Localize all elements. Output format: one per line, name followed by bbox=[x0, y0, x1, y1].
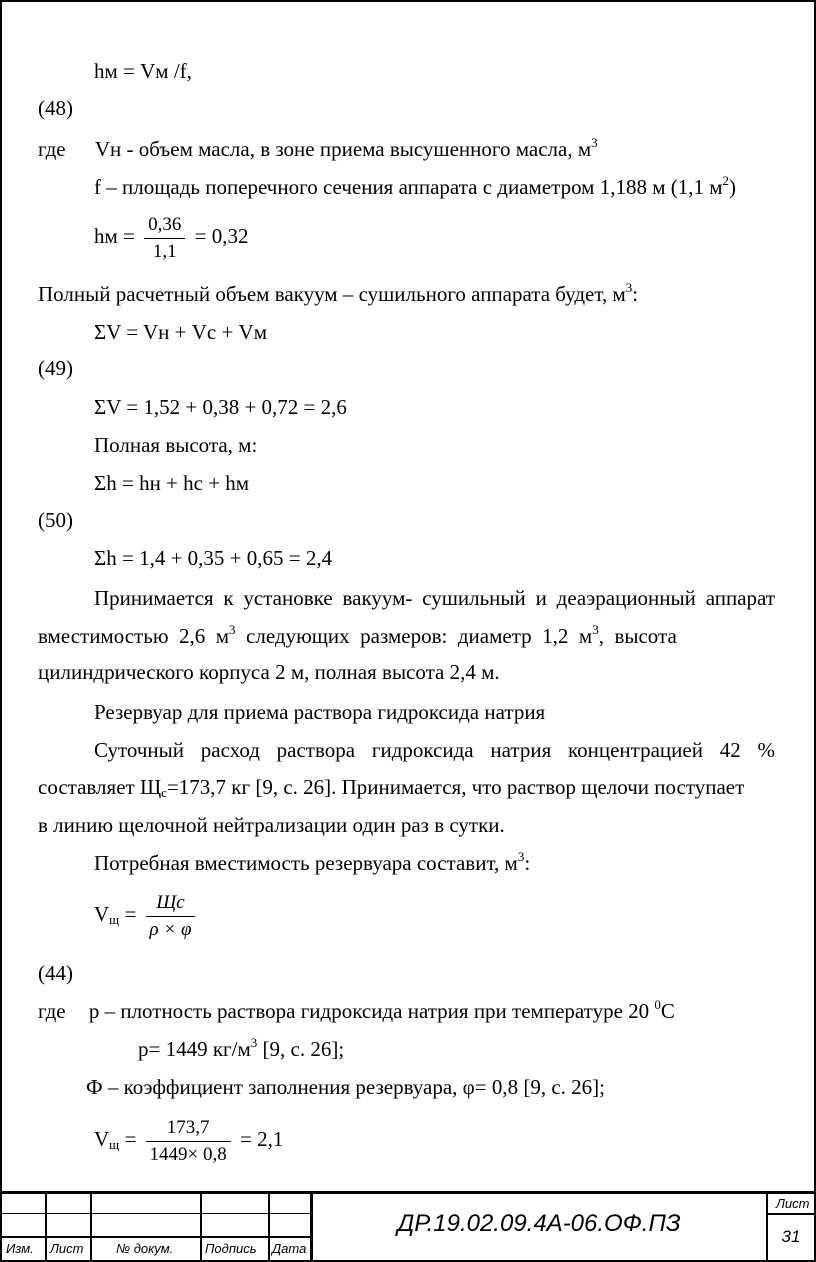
body-text: Vн - объем масла, в зоне приема высушенного масла, м bbox=[94, 137, 592, 161]
fraction-numerator: 0,36 bbox=[144, 214, 185, 239]
stamp-col-izm: Изм. bbox=[6, 1241, 34, 1256]
superscript: 0 bbox=[654, 997, 661, 1012]
superscript: 2 bbox=[722, 173, 730, 188]
fraction-denominator: 1449× 0,8 bbox=[149, 1143, 227, 1165]
body-text: вместимостью 2,6 м bbox=[38, 624, 230, 648]
sheet-label: Лист bbox=[776, 1196, 810, 1211]
body-text: ) bbox=[729, 175, 737, 199]
formula-text: = 2,1 bbox=[240, 1127, 284, 1151]
body-text: р – плотность раствора гидроксида натрия при температуре 20 bbox=[88, 999, 655, 1023]
superscript: 3 bbox=[250, 1035, 258, 1050]
superscript: 3 bbox=[592, 622, 599, 637]
body-text: С bbox=[660, 999, 675, 1023]
stamp-col-list: Лист bbox=[50, 1241, 84, 1256]
body-text: f – площадь поперечного сечения аппарата с диаметром 1,188 м (1,1 м bbox=[94, 175, 723, 199]
paragraph-heading: Резервуар для приема раствора гидроксида натрия bbox=[94, 700, 546, 724]
paragraph-line bbox=[38, 623, 775, 649]
text-line bbox=[94, 850, 530, 876]
subscript: щ bbox=[109, 912, 120, 927]
fraction-numerator: 173,7 bbox=[146, 1117, 231, 1142]
paragraph-line: Суточный расход раствора гидроксида натрия концентрацией 42 % bbox=[94, 738, 775, 762]
body-text: =173,7 кг [9, с. 26]. Принимается, что раствор щелочи поступает bbox=[166, 775, 745, 799]
superscript: 3 bbox=[625, 280, 633, 295]
formula-text: V bbox=[94, 902, 110, 926]
text-line bbox=[38, 998, 675, 1024]
text-line: Полная высота, м: bbox=[94, 433, 258, 457]
text-line bbox=[38, 136, 598, 162]
title-block bbox=[0, 1191, 816, 1262]
fraction-denominator: 1,1 bbox=[152, 240, 177, 262]
body-text: : bbox=[524, 851, 531, 875]
body-text: : bbox=[632, 282, 639, 306]
paragraph-line: цилиндрического корпуса 2 м, полная высота 2,4 м. bbox=[38, 660, 500, 684]
label-text: где bbox=[38, 137, 66, 161]
body-text: составляет Щ bbox=[38, 775, 162, 799]
superscript: 3 bbox=[229, 622, 236, 637]
equation-number: (49) bbox=[38, 356, 73, 380]
body-text: , высота bbox=[598, 624, 677, 648]
paragraph-line bbox=[38, 774, 744, 800]
fraction bbox=[146, 892, 196, 941]
superscript: 3 bbox=[591, 135, 598, 150]
text-line: Ф – коэффициент заполнения резервуара, φ= 0,8 [9, с. 26]; bbox=[86, 1075, 606, 1099]
stamp-col-date: Дата bbox=[272, 1241, 307, 1256]
formula-line: ΣV = Vн + Vс + Vм bbox=[94, 320, 268, 344]
body-text: Потребная вместимость резервуара составит, м bbox=[94, 851, 518, 875]
equation-number: (48) bbox=[38, 96, 73, 120]
equation-number: (50) bbox=[38, 508, 73, 532]
fraction bbox=[144, 214, 185, 263]
formula-line bbox=[94, 58, 192, 84]
subscript: щ bbox=[109, 1137, 120, 1152]
paragraph-line: в линию щелочной нейтрализации один раз в сутки. bbox=[38, 813, 505, 837]
text-line bbox=[138, 1036, 344, 1062]
formula-line: Σh = hн + hс + hм bbox=[94, 471, 250, 495]
sheet-number: 31 bbox=[781, 1227, 801, 1246]
document-code: ДР.19.02.09.4А-06.ОФ.ПЗ bbox=[397, 1210, 681, 1237]
formula-line bbox=[94, 1114, 283, 1166]
body-text: р= 1449 кг/м bbox=[138, 1037, 251, 1061]
superscript: 3 bbox=[517, 849, 525, 864]
label-text: где bbox=[38, 999, 66, 1023]
formula-line: Σh = 1,4 + 0,35 + 0,65 = 2,4 bbox=[94, 546, 333, 570]
body-text: Полный расчетный объем вакуум – сушильного аппарата будет, м bbox=[38, 282, 626, 306]
formula-text: = 0,32 bbox=[194, 224, 249, 248]
paragraph-line: Принимается к установке вакуум- сушильный и деаэрационный аппарат bbox=[94, 586, 775, 610]
stamp-col-doc: № докум. bbox=[116, 1241, 174, 1256]
subscript: с bbox=[161, 785, 167, 800]
equation-number: (44) bbox=[38, 961, 73, 985]
formula-text: V bbox=[94, 1127, 110, 1151]
body-text: [9, с. 26]; bbox=[257, 1037, 345, 1061]
formula-text: = bbox=[124, 902, 137, 926]
text-line bbox=[94, 174, 736, 200]
fraction-denominator: ρ × φ bbox=[149, 918, 192, 940]
formula-text: hм = bbox=[94, 224, 135, 248]
formula-line bbox=[94, 888, 199, 941]
formula-line: ΣV = 1,52 + 0,38 + 0,72 = 2,6 bbox=[94, 395, 347, 419]
formula-text: hм = Vм /f, bbox=[94, 59, 192, 83]
formula-line bbox=[94, 212, 248, 263]
stamp-col-sign: Подпись bbox=[205, 1241, 257, 1256]
text-line bbox=[38, 281, 638, 307]
fraction-numerator: Щс bbox=[146, 892, 196, 917]
fraction bbox=[146, 1117, 231, 1166]
body-text: следующих размеров: диаметр 1,2 м bbox=[235, 624, 593, 648]
formula-text: = bbox=[124, 1127, 137, 1151]
